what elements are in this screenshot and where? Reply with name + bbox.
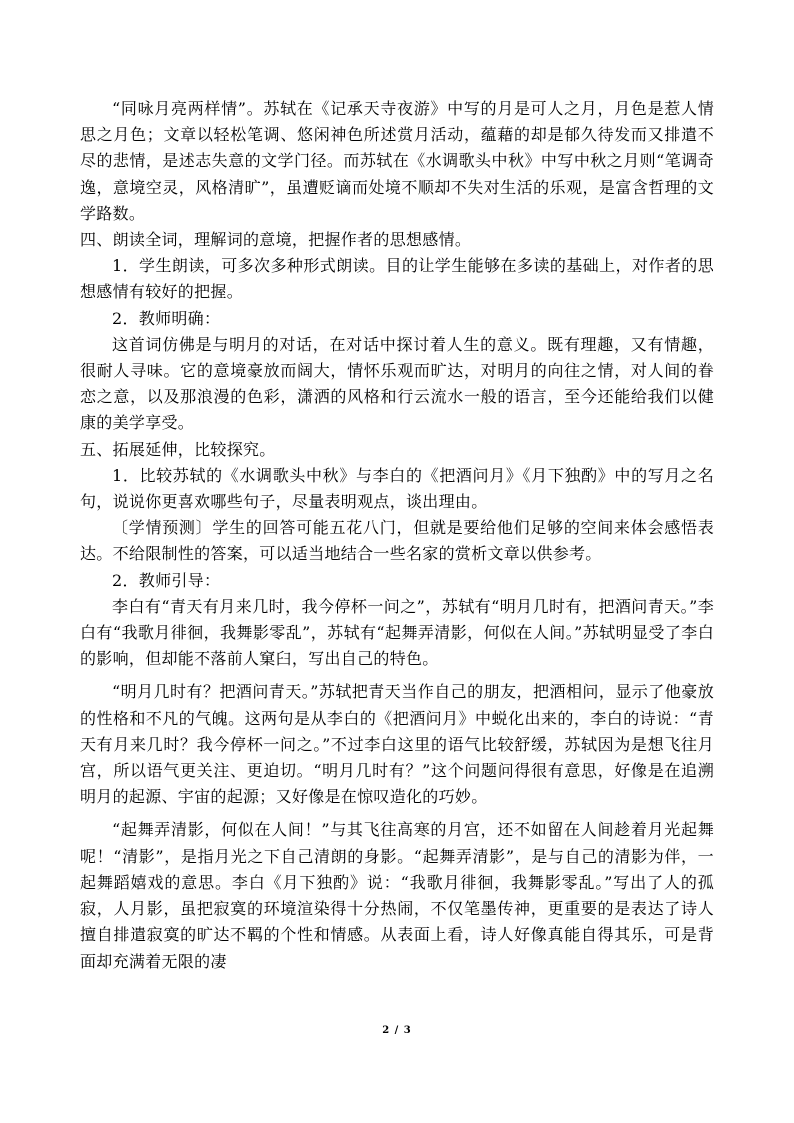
- step-item-compare: 1．比较苏轼的《水调歌头中秋》与李白的《把酒问月》《月下独酌》中的写月之名句，说说你更喜欢哪些句子，尽量表明观点，谈出理由。: [80, 465, 714, 512]
- paragraph-learning-prediction: 〔学情预测〕学生的回答可能五花八门，但就是要给他们足够的空间来体会感悟表达。不给限制性的答案，可以适当地结合一些名家的赏析文章以供参考。: [80, 518, 714, 564]
- paragraph-bright-moon-analysis: “明月几时有？把酒问青天。”苏轼把青天当作自己的朋友，把酒相问，显示了他豪放的性格和不凡的气魄。这两句是从李白的《把酒问月》中蜕化出来的，李白的诗说：“青天有月来几时？我今停杯一问之。”不过李白这里的语气比较舒缓，苏轼因为是想飞往月宫，所以语气更关注、更迫切。“明月几时有？”这个问题问得很有意思，好像是在追溯明月的起源、宇宙的起源；又好像是在惊叹造化的巧妙。: [80, 682, 714, 807]
- document-body: [80, 96, 714, 975]
- step-item-reading: 1．学生朗读，可多次多种形式朗读。目的让学生能够在多读的基础上，对作者的思想感情有较好的把握。: [80, 256, 714, 302]
- paragraph-dance-shadow-analysis: “起舞弄清影，何似在人间！”与其飞往高寒的月宫，还不如留在人间趁着月光起舞呢！“清影”，是指月光之下自己清朗的身影。“起舞弄清影”，是与自己的清影为伴，一起舞蹈嬉戏的意思。李白《月下独酌》说：“我歌月徘徊，我舞影零乱。”写出了人的孤寂，人月影，虽把寂寞的环境渲染得十分热闹，不仅笔墨传神，更重要的是表达了诗人擅自排遣寂寞的旷达不羁的个性和情感。从表面上看，诗人好像真能自得其乐，可是背面却充满着无限的凄: [80, 820, 714, 971]
- section-heading-five: 五、拓展延伸，比较探究。: [80, 439, 276, 459]
- paragraph-libai-influence: 李白有“青天有月来几时，我今停杯一问之”，苏轼有“明月几时有，把酒问青天。”李白有“我歌月徘徊，我舞影零乱”，苏轼有“起舞弄清影，何似在人间。”苏轼明显受了李白的影响，但却能不落前人窠臼，写出自己的特色。: [80, 596, 714, 669]
- step-item-teacher-guide: 2．教师引导：: [112, 570, 221, 590]
- paragraph-moon-comparison: “同咏月亮两样情”。苏轼在《记承天寺夜游》中写的月是可人之月，月色是惹人情思之月色；文章以轻松笔调、悠闲神色所述赏月活动，蕴藉的却是郁久待发而又排遣不尽的悲情，是述志失意的文学门径。而苏轼在《水调歌头中秋》中写中秋之月则“笔调奇逸，意境空灵，风格清旷”，虽遭贬谪而处境不顺却不失对生活的乐观，是富含哲理的文学路数。: [80, 99, 714, 223]
- page-number: 2 / 3: [382, 1025, 412, 1036]
- section-heading-four: 四、朗读全词，理解词的意境，把握作者的思想感情。: [80, 230, 472, 250]
- step-item-teacher-clarify: 2．教师明确：: [112, 308, 221, 328]
- paragraph-poem-meaning: 这首词仿佛是与明月的对话，在对话中探讨着人生的意义。既有理趣，又有情趣，很耐人寻味。它的意境豪放而阔大，情怀乐观而旷达，对明月的向往之情，对人间的眷恋之意，以及那浪漫的色彩，潇洒的风格和行云流水一般的语言，至今还能给我们以健康的美学享受。: [80, 334, 714, 433]
